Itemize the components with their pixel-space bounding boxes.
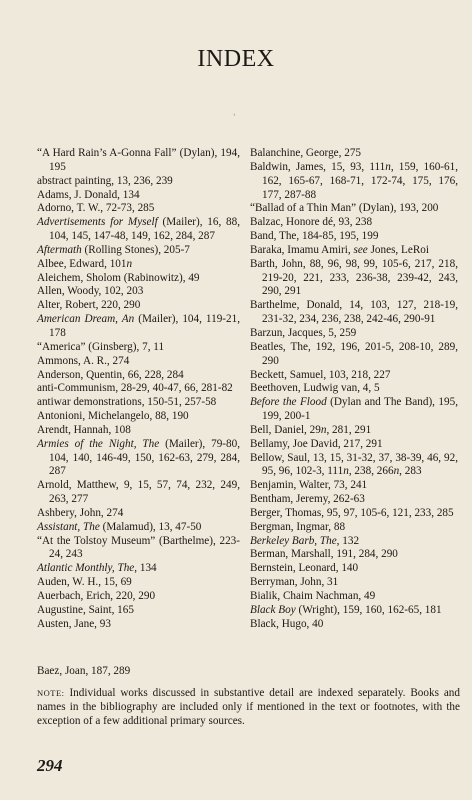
index-entry: Albee, Edward, 101n (37, 257, 133, 270)
index-entry: Benjamin, Walter, 73, 241 (250, 479, 368, 492)
index-entry: Allen, Woody, 102, 203 (37, 285, 144, 298)
index-entry: Auden, W. H., 15, 69 (37, 576, 132, 589)
index-entry: Berman, Marshall, 191, 284, 290 (250, 548, 398, 561)
index-entry: Adams, J. Donald, 134 (37, 188, 140, 201)
index-entry: Bell, Daniel, 29n, 281, 291 (250, 423, 372, 436)
index-entry: Bentham, Jeremy, 262-63 (250, 493, 365, 506)
index-entry: Aftermath (Rolling Stones), 205-7 (37, 243, 190, 256)
index-entry: Bellamy, Joe David, 217, 291 (250, 437, 383, 450)
index-entry: Baldwin, James, 15, 93, 111n, 159, 160-61, 162, 165-67, 168-71, 172-74, 175, 176, 177, 287-88 (250, 160, 458, 201)
note-text: Individual works discussed in substantive detail are indexed separately. Books and names in the bibliography are included only if mentioned in the text or footnotes, with the exception of a few additional primary sources. (37, 687, 460, 727)
index-entry: Aleichem, Sholom (Rabinowitz), 49 (37, 271, 200, 284)
index-entry: Arnold, Matthew, 9, 15, 57, 74, 232, 249, 263, 277 (37, 479, 240, 506)
index-note (37, 686, 460, 728)
index-entry: Adorno, T. W., 72-73, 285 (37, 202, 155, 215)
index-entry: Beckett, Samuel, 103, 218, 227 (250, 368, 391, 381)
index-entry: Advertisements for Myself (Mailer), 16, 88, 104, 145, 147-48, 149, 162, 284, 287 (37, 216, 240, 243)
index-entry: Beethoven, Ludwig van, 4, 5 (250, 382, 380, 395)
index-entry: “At the Tolstoy Museum” (Barthelme), 223-24, 243 (37, 534, 240, 561)
index-entry: antiwar demonstrations, 150-51, 257-58 (37, 396, 217, 409)
index-entry: Arendt, Hannah, 108 (37, 423, 131, 436)
index-entry: Alter, Robert, 220, 290 (37, 299, 141, 312)
index-entry: Berryman, John, 31 (250, 576, 339, 589)
index-entry: abstract painting, 13, 236, 239 (37, 174, 173, 187)
index-entry: “America” (Ginsberg), 7, 11 (37, 340, 165, 353)
index-entry: Atlantic Monthly, The, 134 (37, 562, 157, 575)
index-entry: Balanchine, George, 275 (250, 147, 362, 159)
index-entry: Ammons, A. R., 274 (37, 354, 130, 367)
index-entry: Assistant, The (Malamud), 13, 47-50 (37, 520, 202, 533)
index-entry: Beatles, The, 192, 196, 201-5, 208-10, 289, 290 (250, 340, 458, 367)
index-entry: Antonioni, Michelangelo, 88, 190 (37, 410, 189, 423)
index-entry: Augustine, Saint, 165 (37, 603, 134, 616)
index-entry: Bergman, Ingmar, 88 (250, 520, 346, 533)
index-entry: Black Boy (Wright), 159, 160, 162-65, 181 (250, 603, 442, 616)
index-entry: Armies of the Night, The (Mailer), 79-80, 104, 140, 146-49, 150, 162-63, 279, 284, 287 (37, 437, 240, 478)
index-entry: Bialik, Chaim Nachman, 49 (250, 590, 376, 602)
index-entry: Berger, Thomas, 95, 97, 105-6, 121, 233, 285 (250, 506, 454, 519)
index-entry: Bellow, Saul, 13, 15, 31-32, 37, 38-39, 46, 92, 95, 96, 102-3, 111n, 238, 266n, 283 (250, 451, 458, 478)
index-column-right (250, 147, 458, 632)
index-entry: “A Hard Rain’s A-Gonna Fall” (Dylan), 194, 195 (37, 147, 240, 173)
index-entry: Black, Hugo, 40 (250, 617, 324, 630)
page-title: INDEX (197, 46, 275, 72)
index-entry: Barthelme, Donald, 14, 103, 127, 218-19, 231-32, 234, 236, 238, 242-46, 290-91 (250, 299, 458, 326)
index-entry: Austen, Jane, 93 (37, 617, 111, 630)
index-column-left (37, 147, 240, 632)
index-entry: Barth, John, 88, 96, 98, 99, 105-6, 217, 218, 219-20, 221, 233, 236-38, 239-42, 243, 290, 291 (250, 257, 458, 298)
index-entry: anti-Communism, 28-29, 40-47, 66, 281-82 (37, 382, 233, 395)
index-entry: Band, The, 184-85, 195, 199 (250, 230, 379, 243)
index-entry: Auerbach, Erich, 220, 290 (37, 590, 156, 602)
index-entry: Bernstein, Leonard, 140 (250, 562, 359, 575)
index-entry: Anderson, Quentin, 66, 228, 284 (37, 368, 184, 381)
ink-mark: ‘ (233, 112, 236, 121)
index-entry: Before the Flood (Dylan and The Band), 195, 199, 200-1 (250, 396, 458, 423)
index-entry: American Dream, An (Mailer), 104, 119-21, 178 (37, 313, 240, 339)
index-entry: Berkeley Barb, The, 132 (250, 534, 360, 547)
page-number: 294 (37, 756, 63, 775)
index-entry: Balzac, Honore dé, 93, 238 (250, 216, 373, 229)
note-label: NOTE: (37, 688, 65, 698)
index-entry-baez: Baez, Joan, 187, 289 (37, 665, 131, 677)
index-entry: Barzun, Jacques, 5, 259 (250, 326, 357, 339)
index-entry: Ashbery, John, 274 (37, 506, 124, 519)
index-entry: “Ballad of a Thin Man” (Dylan), 193, 200 (250, 202, 439, 215)
index-entry: Baraka, Imamu Amiri, see Jones, LeRoi (250, 243, 429, 256)
